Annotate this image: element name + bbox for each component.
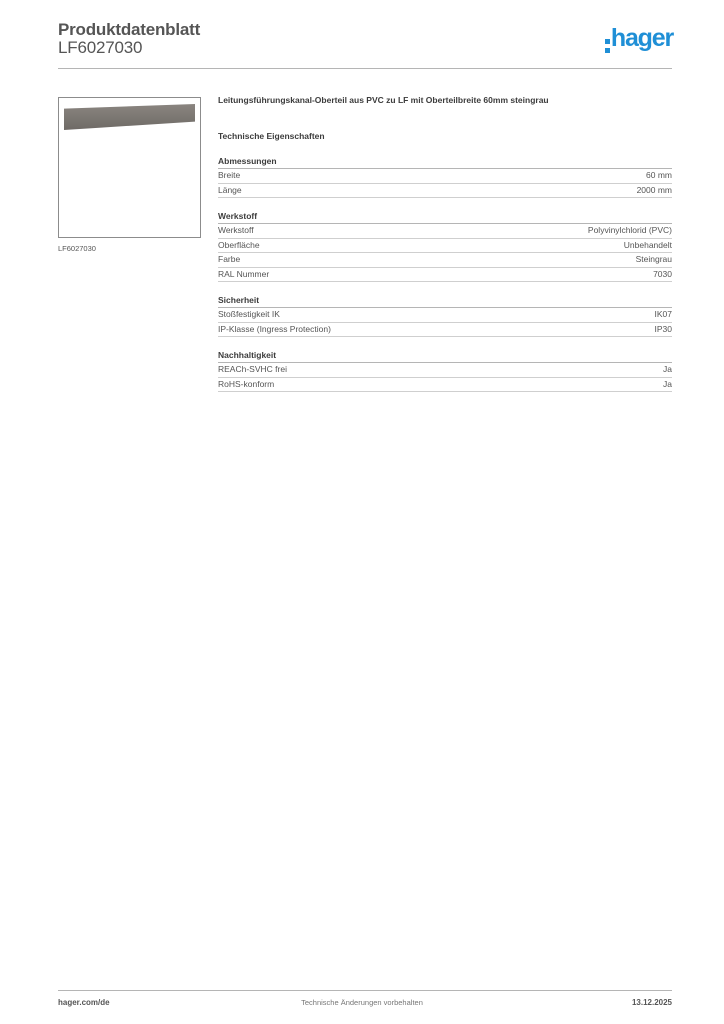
property-value: Ja <box>663 364 672 374</box>
page-title: Produktdatenblatt <box>58 20 201 39</box>
section-heading: Technische Eigenschaften <box>218 131 325 141</box>
property-value: 2000 mm <box>636 184 672 195</box>
property-value: 60 mm <box>646 170 672 180</box>
property-value: IK07 <box>654 309 672 319</box>
group-sustainability <box>218 350 672 392</box>
property-row <box>218 169 672 184</box>
group-title: Sicherheit <box>218 295 672 308</box>
property-label: IP-Klasse (Ingress Protection) <box>218 323 331 334</box>
footer-date: 13.12.2025 <box>631 998 672 1007</box>
property-label: RoHS-konform <box>218 378 275 389</box>
property-row <box>218 308 672 323</box>
property-value: Ja <box>663 378 672 389</box>
property-value: 7030 <box>653 268 672 279</box>
property-row <box>218 253 672 268</box>
property-label: Länge <box>218 184 242 195</box>
property-value: Polyvinylchlorid (PVC) <box>587 225 672 235</box>
property-label: Werkstoff <box>218 225 254 235</box>
property-row <box>218 184 672 199</box>
property-row <box>218 378 672 393</box>
footer-notice: Technische Änderungen vorbehalten <box>301 998 423 1007</box>
product-image-frame <box>58 97 201 238</box>
property-label: Farbe <box>218 254 241 264</box>
property-row <box>218 268 672 283</box>
property-row <box>218 323 672 338</box>
logo-colon-icon <box>605 39 610 53</box>
property-row <box>218 363 672 378</box>
product-title: Leitungsführungskanal-Oberteil aus PVC zu LF mit Oberteilbreite 60mm steingrau <box>218 95 549 105</box>
footer-website-link[interactable]: hager.com/de <box>58 998 110 1007</box>
group-material <box>218 211 672 282</box>
image-caption: LF6027030 <box>58 244 96 253</box>
property-row <box>218 239 672 254</box>
group-title: Abmessungen <box>218 156 672 169</box>
property-label: RAL Nummer <box>218 268 270 279</box>
cable-channel-cover-image <box>64 104 195 130</box>
property-row <box>218 224 672 239</box>
group-safety <box>218 295 672 337</box>
group-title: Werkstoff <box>218 211 672 224</box>
group-dimensions <box>218 156 672 198</box>
property-label: Stoßfestigkeit IK <box>218 309 280 319</box>
header-divider <box>58 68 672 69</box>
property-value: Steingrau <box>635 254 672 264</box>
property-value: IP30 <box>654 323 672 334</box>
property-value: Unbehandelt <box>623 239 672 250</box>
property-label: REACh-SVHC frei <box>218 364 287 374</box>
footer-divider <box>58 990 672 991</box>
logo-text: hager <box>610 24 673 52</box>
content-column <box>218 95 672 405</box>
product-number: LF6027030 <box>58 38 143 57</box>
hager-logo <box>605 26 673 53</box>
property-label: Breite <box>218 170 241 180</box>
group-title: Nachhaltigkeit <box>218 350 672 363</box>
property-label: Oberfläche <box>218 239 260 250</box>
